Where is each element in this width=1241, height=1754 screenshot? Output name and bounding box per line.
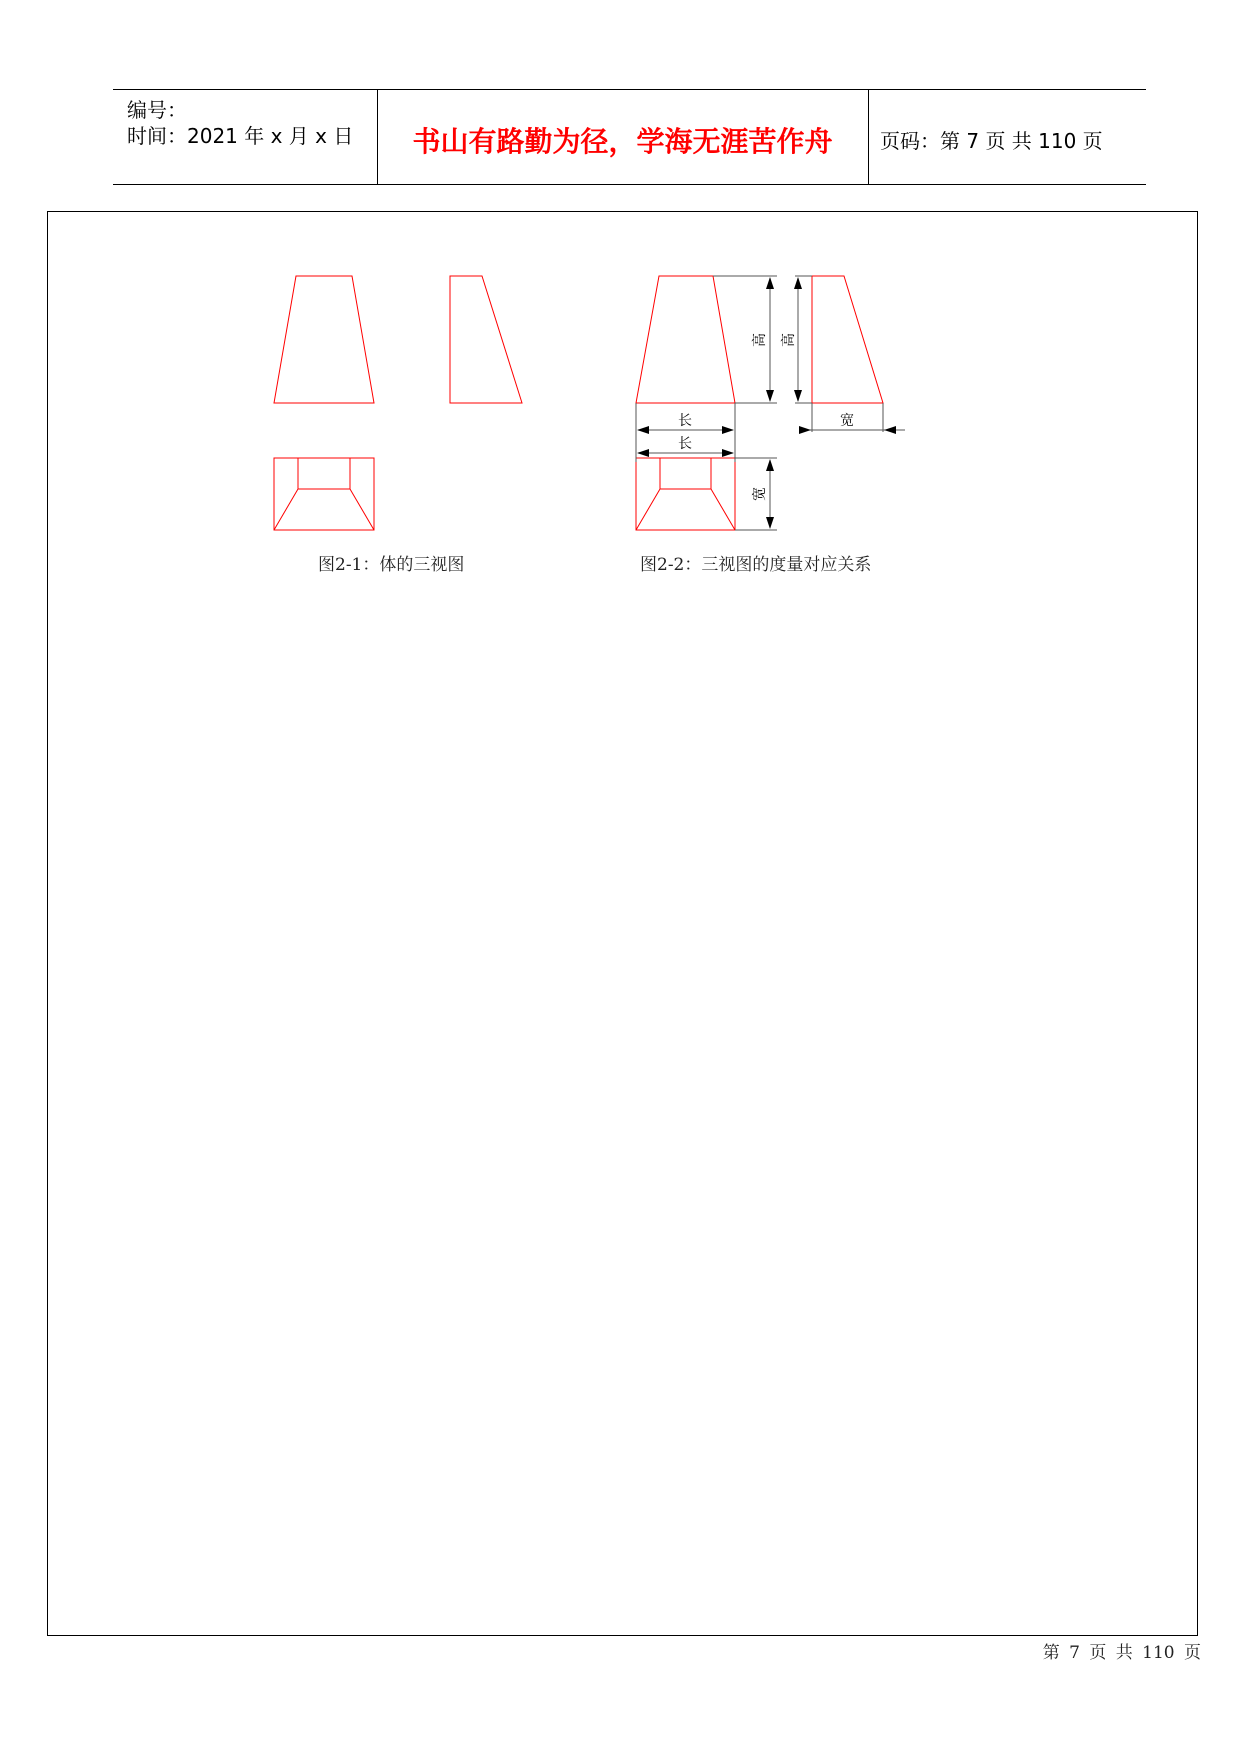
footer-gong: 共 — [1115, 1643, 1133, 1663]
top-view-right-inner — [660, 458, 711, 489]
width-label-2: 宽 — [752, 487, 768, 501]
top-view-right — [636, 458, 735, 530]
footer-di: 第 — [1042, 1643, 1060, 1663]
length-label-1: 长 — [678, 413, 692, 429]
page-footer — [1041, 1638, 1203, 1663]
side-view-left — [450, 276, 522, 403]
front-view-right — [636, 276, 735, 403]
header-page-indicator: 页码：第 7 页 共 110 页 — [880, 129, 1103, 153]
document-number-label: 编号： — [127, 98, 187, 122]
motto-text: 书山有路勤为径，学海无涯苦作舟 — [412, 125, 833, 158]
footer-ye-2: 页 — [1184, 1643, 1201, 1663]
top-view-left — [274, 458, 374, 530]
figure-caption-2-2: 图2-2：三视图的度量对应关系 — [640, 555, 872, 575]
footer-ye: 页 — [1089, 1643, 1107, 1663]
height-label-1: 高 — [752, 333, 768, 347]
height-label-2: 高 — [781, 333, 797, 347]
footer-total-pages: 110 — [1142, 1643, 1175, 1663]
figure-2-1-drawing — [274, 276, 522, 530]
figure-caption-2-1: 图2-1：体的三视图 — [318, 555, 465, 575]
document-date: 时间：2021 年 x 月 x 日 — [127, 124, 354, 148]
top-view-left-inner — [298, 458, 350, 489]
length-label-2: 长 — [678, 436, 692, 452]
width-label-1: 宽 — [840, 413, 854, 429]
front-view-left — [274, 276, 374, 403]
footer-page-number: 7 — [1069, 1643, 1080, 1663]
figure-2-2-drawing — [636, 276, 905, 530]
side-view-right — [812, 276, 883, 403]
